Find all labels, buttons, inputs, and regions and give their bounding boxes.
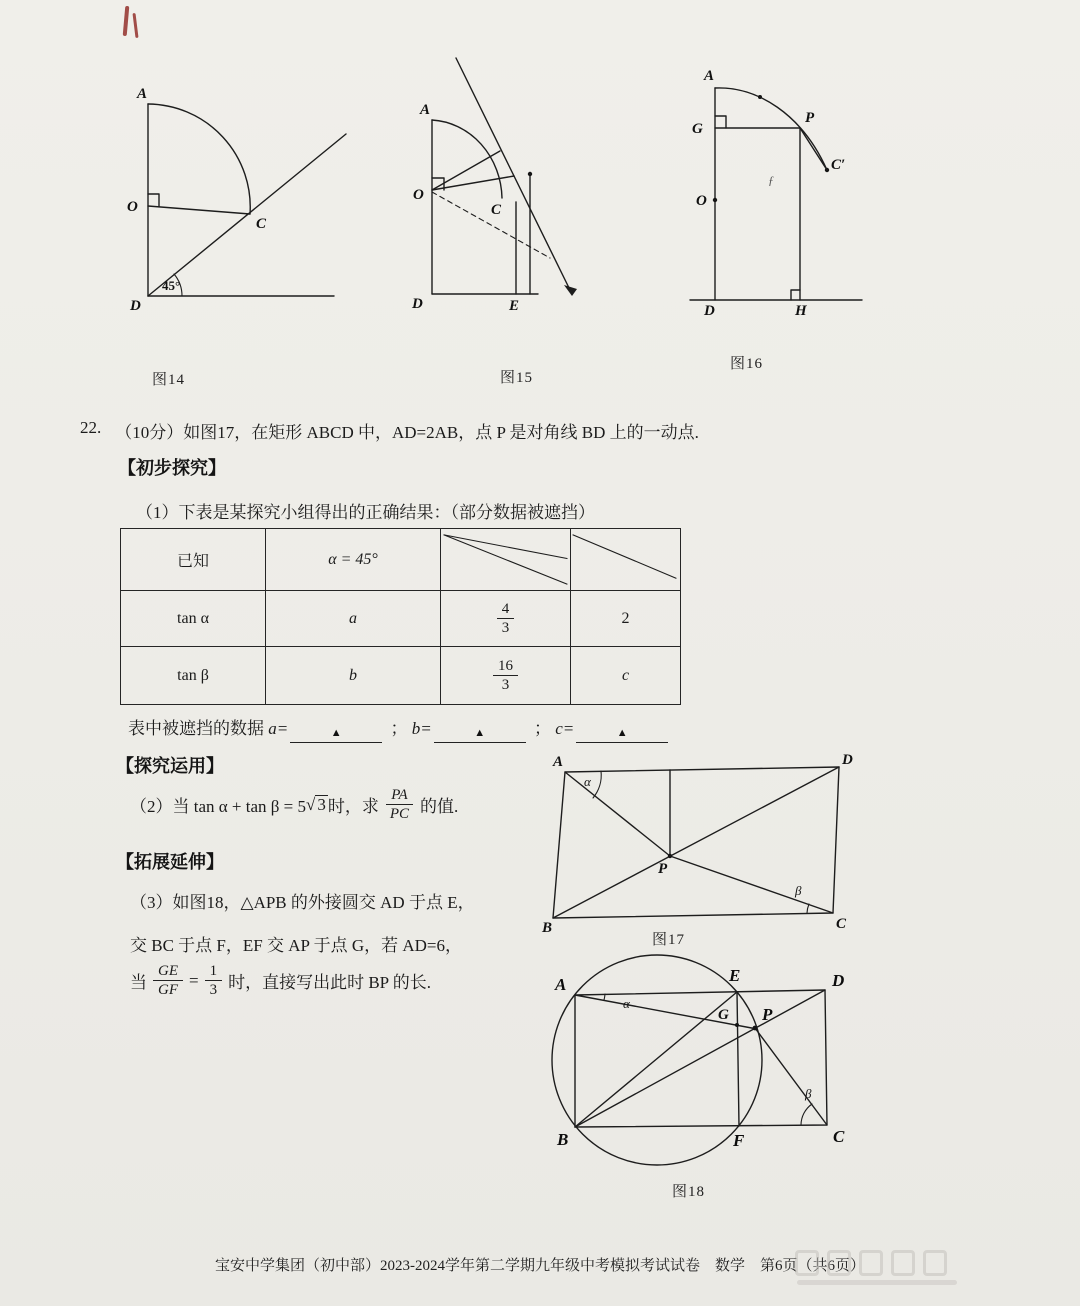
hidden-b-eq: b= [411,719,432,738]
point-p-dot [753,1026,758,1031]
fig16-label-h: H [795,303,807,319]
chord-ef [737,992,739,1126]
hidden-lead: 表中被遮挡的数据 [128,719,269,738]
fig18-label-p: P [762,1005,773,1024]
angle-arc-alpha [593,771,601,798]
fig16-label-cprime: C′ [831,157,846,173]
fig16-label-a: A [704,68,715,84]
fig17-label-d: D [842,752,853,768]
point-dot [758,95,762,99]
cell-value-16-3 [441,647,571,705]
right-angle-mark [148,194,159,206]
fraction-ge-gf [153,962,183,999]
fig18-label-f: F [733,1131,745,1150]
item-1-text: （1）下表是某探究小组得出的正确结果：（部分数据被遮挡） [136,503,595,522]
fig16-label-p: P [805,110,815,126]
cell-tan-alpha: tan α [121,591,266,647]
results-table [120,528,681,705]
fig18-label-alpha: α [623,996,630,1011]
fig18-label-c: C [833,1127,845,1146]
chord-be [575,992,737,1127]
point-p-dot [668,854,672,858]
point-g-dot [735,1023,739,1027]
diagonal-bd [575,990,825,1127]
cell-known: 已知 [121,529,266,591]
fig14-label-a: A [137,86,148,102]
figure-14 [110,78,350,323]
fig17-label-a: A [553,754,564,770]
fraction-numerator: PA [386,786,412,805]
figure-15-drawing [432,58,572,294]
answer-blank-c: ▲ [576,726,668,743]
fraction-denominator: GF [158,982,178,998]
fig15-caption: 图15 [500,370,534,386]
fig17-label-p: P [658,861,668,877]
fig14-label-o: O [127,199,138,215]
question-3-line-1: （3）如图18，△APB 的外接圆交 AD 于点 E， [130,893,475,912]
fig15-label-e: E [509,298,520,314]
segment-ap [565,772,670,856]
fig15-label-c: C [491,202,502,218]
section-exploration-use: 【探究运用】 [116,756,224,776]
fig18-label-beta: β [805,1086,812,1101]
q2-text-pre: （2）当 tan α + tan β = 5 [130,797,307,816]
fig16-label-o: O [696,193,707,209]
cell-value-c: c [571,647,681,705]
table-row [121,529,681,591]
fraction-numerator: 1 [205,962,223,981]
angle-arc-beta [801,1104,812,1125]
fig16-label-g: G [692,121,703,137]
watermark-box [795,1250,819,1276]
fig15-label-o: O [413,187,424,203]
fig17-label-beta: β [795,883,802,898]
cell-value-a: a [266,591,441,647]
watermark-box [923,1250,947,1276]
answer-blank-b: ▲ [434,726,526,743]
q3-text-post: 时，直接写出此时 BP 的长. [228,973,432,992]
segment-pc [755,1028,827,1125]
mini-diagram-1 [441,529,570,590]
mini-diagram-2 [571,529,680,590]
red-ink-mark [123,6,130,36]
fraction-numerator: 16 [493,657,518,676]
q3-text-pre: 当 [130,973,147,992]
arc-a-to-cprime [715,88,827,170]
fraction-denominator: 3 [501,677,510,693]
hidden-data-line [128,714,672,743]
answer-blank-a: ▲ [290,726,382,743]
watermark-box [827,1250,851,1276]
fig18-label-a: A [555,975,567,994]
watermark-box [859,1250,883,1276]
circumcircle [552,955,762,1165]
fig16-caption: 图16 [730,356,764,372]
fig17-label-b: B [542,920,553,936]
figure-18 [535,948,867,1176]
separator: ； [533,719,551,738]
fraction-denominator: 3 [209,982,218,998]
fraction-4-3 [497,600,515,637]
fraction-pa-pc [385,786,414,823]
figure-16 [672,52,877,324]
cell-diagram-2 [571,529,681,591]
quarter-arc [148,104,250,214]
fig14-angle-45-label: 45° [162,278,181,293]
hidden-c-eq: c= [555,719,575,738]
fraction-1-3 [205,962,223,999]
right-angle-mark [715,116,726,128]
watermark-smudge [795,1246,970,1290]
hidden-a-eq: a= [268,719,289,738]
cell-value-b: b [266,647,441,705]
fraction-numerator: 4 [497,600,515,619]
question-2-line [130,786,458,823]
question-stem: （10分）如图17，在矩形 ABCD 中，AD=2AB，点 P 是对角线 BD 上的一动点. [115,423,699,442]
fig14-caption: 图14 [152,372,186,388]
angle-arc-beta [807,904,809,913]
q2-text-mid: 时，求 [327,797,379,816]
separator: ； [390,719,408,738]
figure-16-drawing [690,88,862,300]
figure-14-drawing [148,104,346,296]
question-22 [80,418,699,443]
fig17-label-c: C [836,916,847,932]
right-angle-mark [791,290,800,300]
cell-value-2: 2 [571,591,681,647]
fig17-label-alpha: α [584,774,591,789]
fig18-label-b: B [557,1130,569,1149]
page-footer: 宝安中学集团（初中部）2023-2024学年第二学期九年级中考模拟考试试卷 数学 第6页（共6页） [215,1258,865,1274]
section-initial-exploration: 【初步探究】 [118,458,226,478]
question-3-line-3 [130,962,431,999]
point-dot [528,172,532,176]
red-ink-mark [132,13,138,38]
question-number: 22. [80,418,102,437]
point-dot-o [713,198,717,202]
equals-sign: = [189,970,199,990]
fig16-stray-mark: ƒ [768,173,774,187]
point-dot-cprime [825,168,829,172]
radicand: 3 [317,795,326,815]
question-3-line-2: 交 BC 于点 F，EF 交 AP 于点 G，若 AD=6， [130,936,462,955]
fig14-label-d: D [130,298,141,314]
figure-15 [388,52,608,314]
fig18-label-g: G [718,1007,729,1023]
cell-tan-beta: tan β [121,647,266,705]
segment-ap [575,995,757,1029]
cell-diagram-1 [441,529,571,591]
fig18-label-d: D [832,971,845,990]
radical-sign: √ [306,794,316,814]
section-extension: 【拓展延伸】 [116,852,224,872]
fig18-label-e: E [729,966,741,985]
fraction-numerator: GE [153,962,183,981]
fig16-label-d: D [704,303,715,319]
fraction-denominator: PC [389,806,410,822]
fig17-caption: 图17 [652,932,686,948]
fraction-denominator: 3 [501,620,510,636]
fig14-label-c: C [256,216,267,232]
fraction-16-3 [493,657,518,694]
fig15-label-a: A [420,102,431,118]
table-row [121,647,681,705]
table-row [121,591,681,647]
watermark-box [891,1250,915,1276]
cell-alpha-45: α = 45° [266,529,441,591]
figure-18-drawing [552,955,827,1165]
q2-text-post: 的值. [420,797,459,816]
cell-value-4-3 [441,591,571,647]
fig15-label-d: D [412,296,423,312]
figure-17 [540,752,852,948]
arrowhead [564,285,577,296]
watermark-bar [797,1280,957,1285]
fig18-caption: 图18 [672,1184,706,1200]
